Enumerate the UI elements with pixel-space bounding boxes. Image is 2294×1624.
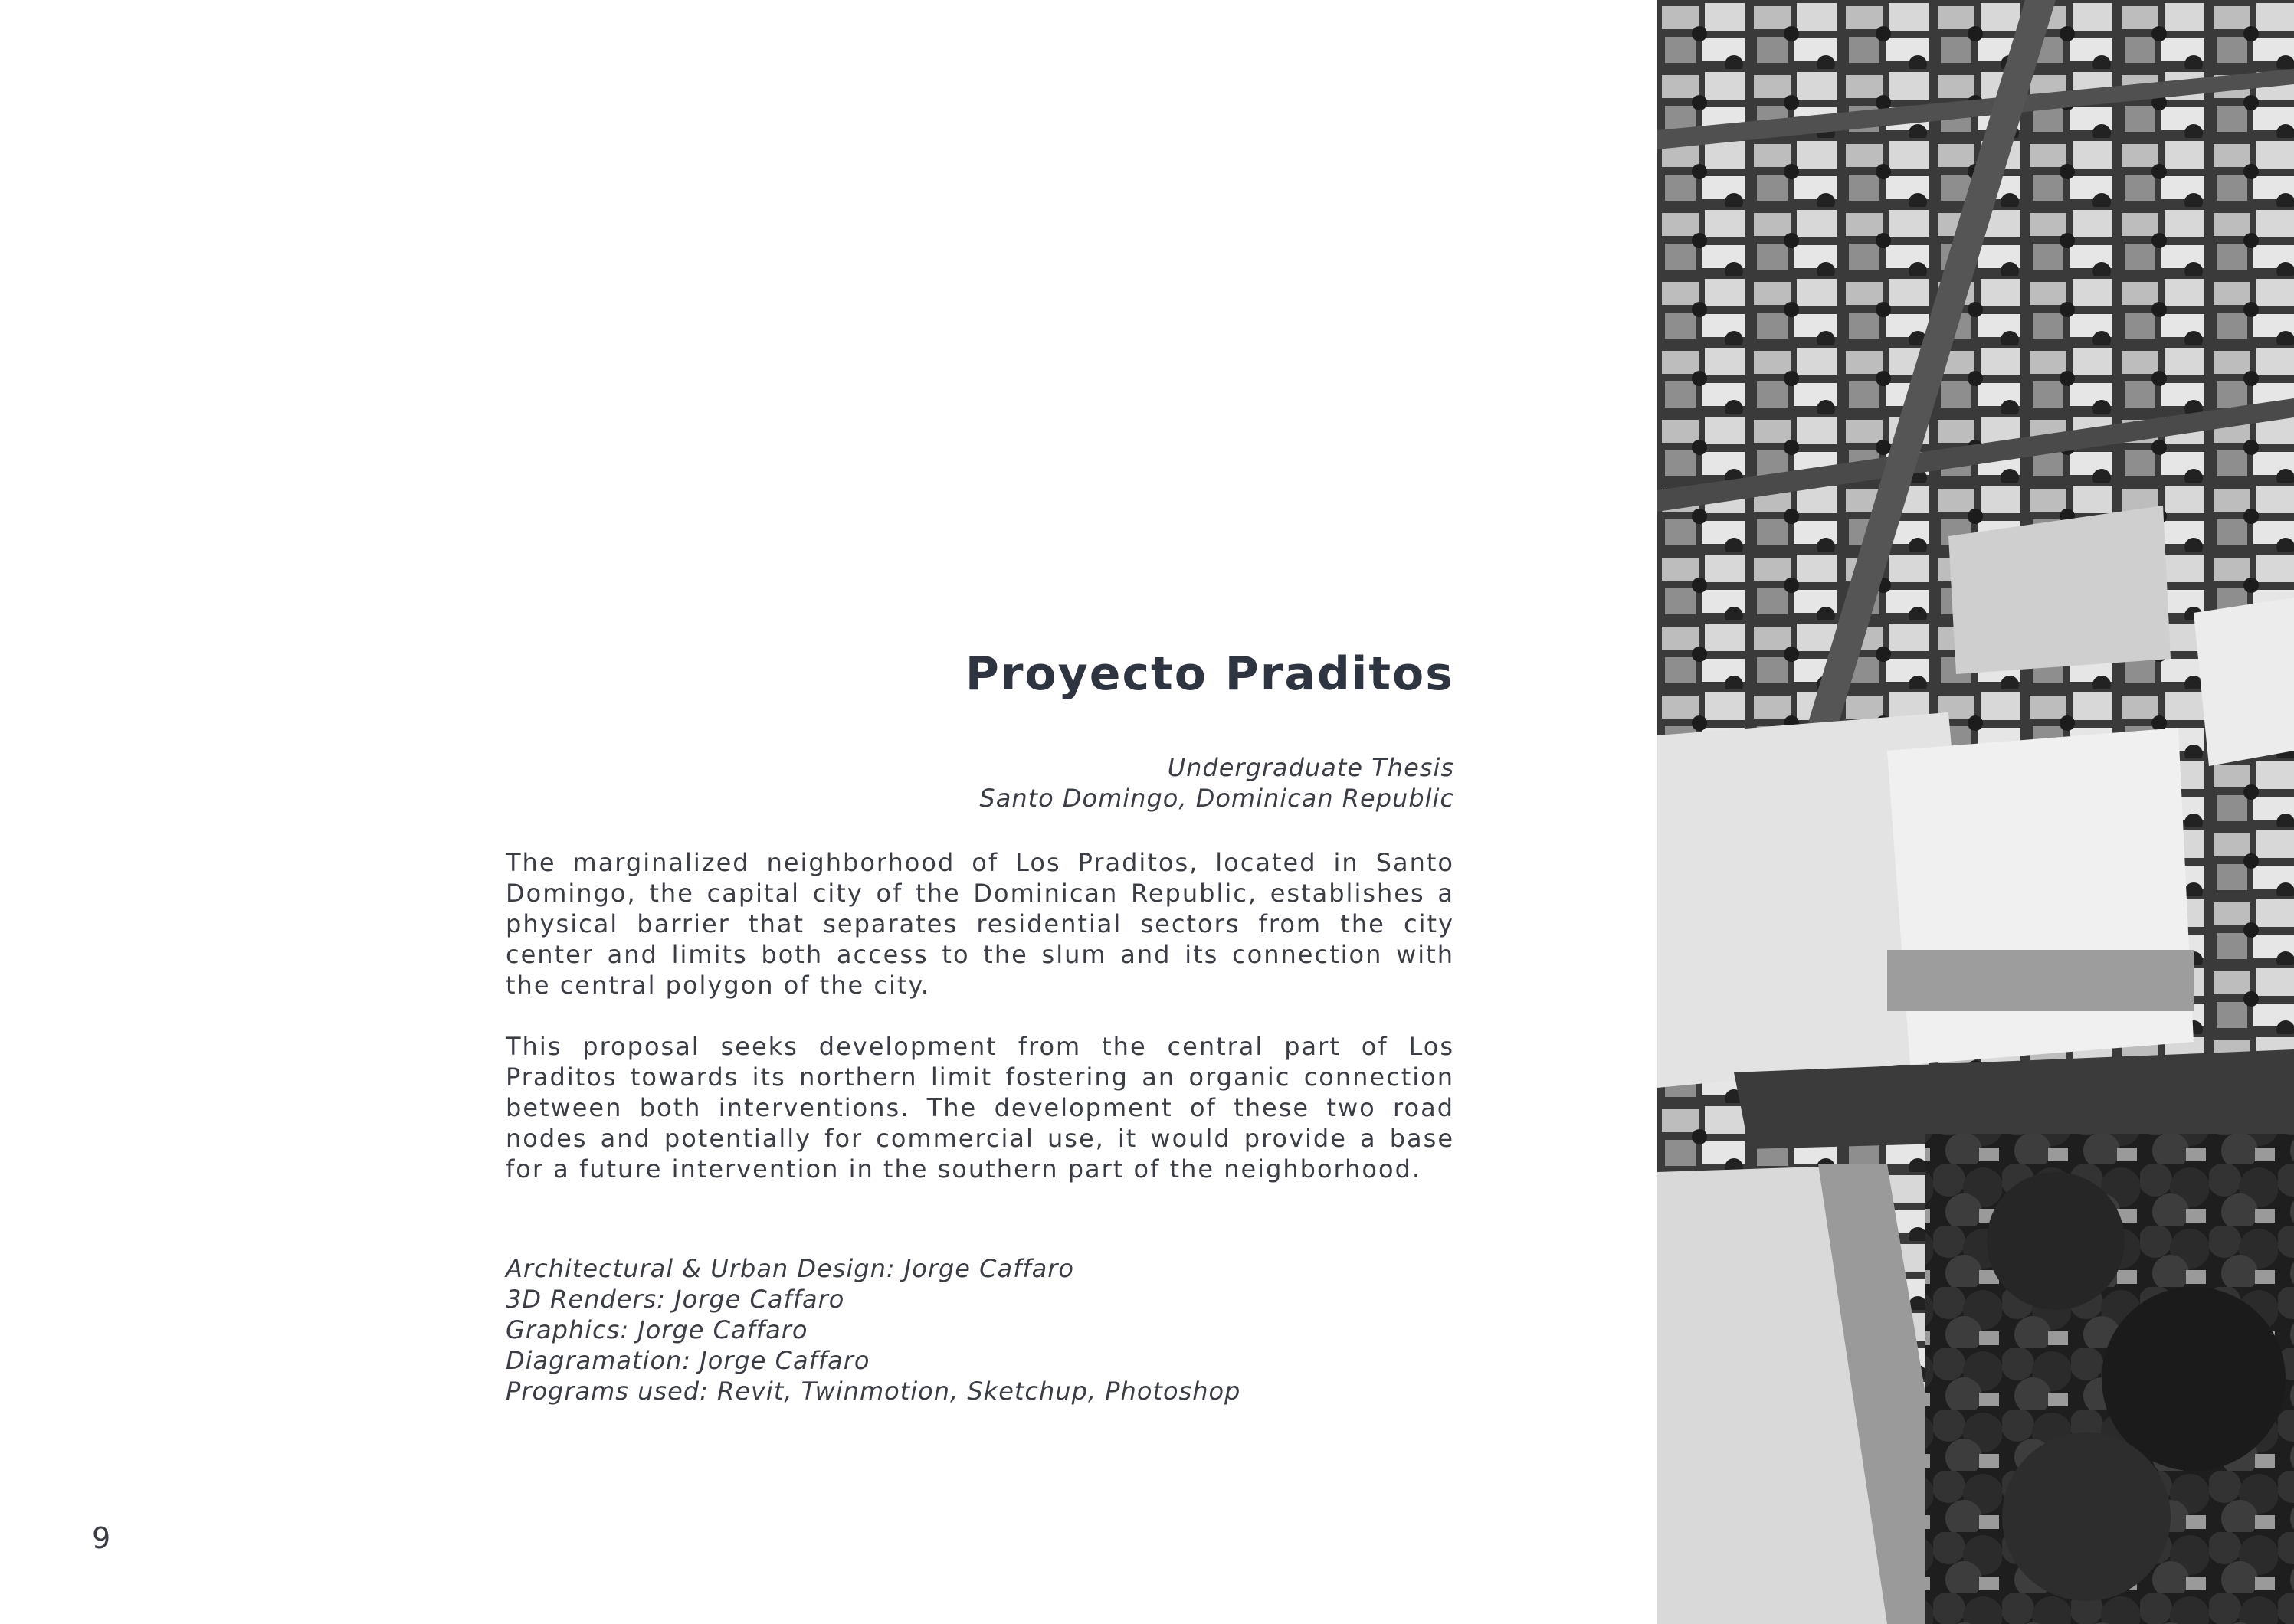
body-paragraph-1: The marginalized neighborhood of Los Praditos, located in Santo Domingo, the capital city of the Dominican Republic, establishes a physical barrier that separates residential sectors from the city center and limits both access to the slum and its connection with the central polygon of the city. <box>506 848 1454 1000</box>
page-title: Proyecto Praditos <box>965 647 1454 701</box>
aerial-city-photo <box>1657 0 2294 1624</box>
subtitle-thesis: Undergraduate Thesis <box>1167 753 1454 782</box>
aerial-photo-illustration <box>1657 0 2294 1624</box>
credit-line: Architectural & Urban Design: Jorge Caffaro <box>506 1254 1074 1283</box>
subtitle-location: Santo Domingo, Dominican Republic <box>979 784 1454 813</box>
credit-line: Graphics: Jorge Caffaro <box>506 1315 808 1344</box>
credit-line: 3D Renders: Jorge Caffaro <box>506 1285 845 1314</box>
credits-list <box>506 1253 1454 1406</box>
page-number: 9 <box>92 1521 111 1555</box>
body-paragraph-2: This proposal seeks development from the central part of Los Praditos towards its northern limit fostering an organic connection between both interventions. The development of these two road nodes and potentially for commercial use, it would provide a base for a future intervention in the southern part of the neighborhood. <box>506 1032 1454 1184</box>
subtitle-block <box>506 752 1454 814</box>
credit-line: Programs used: Revit, Twinmotion, Sketchup, Photoshop <box>506 1377 1241 1406</box>
credit-line: Diagramation: Jorge Caffaro <box>506 1346 870 1375</box>
